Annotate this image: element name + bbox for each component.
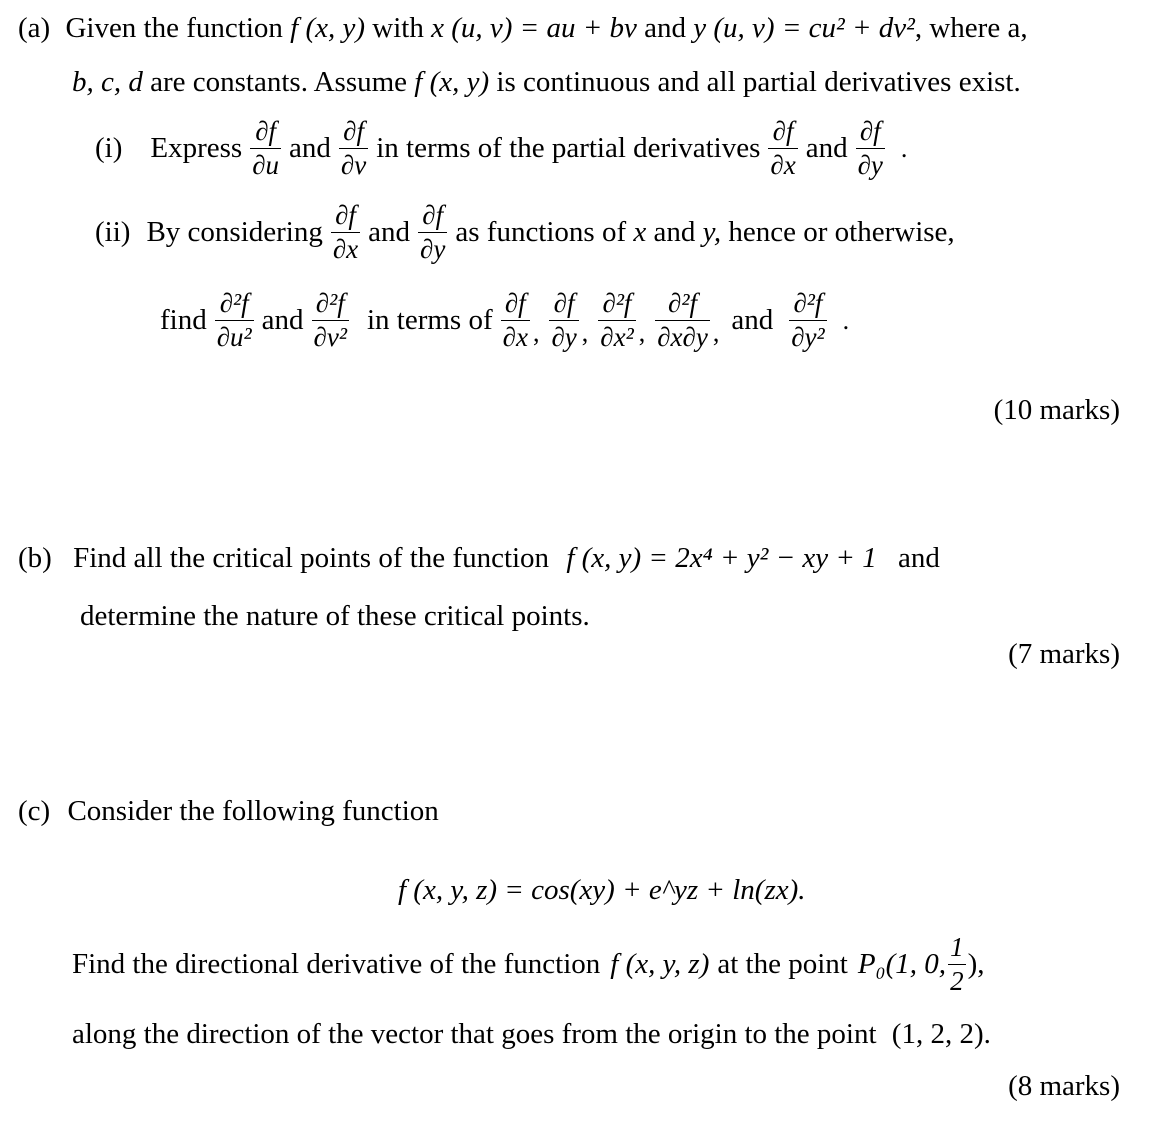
frac-num: ∂f [255, 116, 277, 146]
frac-den: ∂y [857, 150, 883, 180]
part-b-marks: (7 marks) [1008, 638, 1120, 670]
frac-den: ∂x [502, 322, 528, 352]
frac-t5 [789, 290, 826, 351]
sub-ii-and-word: and [653, 216, 696, 248]
part-a-line-2 [72, 68, 1021, 97]
sub-i-end: . [900, 133, 908, 163]
intro-end: , where a, [914, 12, 1028, 44]
frac-num: ∂²f [793, 288, 823, 318]
sub-i-label: (i) [95, 132, 123, 164]
part-c-marks: (8 marks) [1008, 1070, 1120, 1102]
frac-d2f-du2 [215, 290, 254, 351]
frac-t4 [655, 290, 710, 351]
sub-i-express: Express [150, 132, 243, 164]
comma: , [712, 317, 720, 347]
frac-num: ∂f [772, 116, 794, 146]
frac-num: ∂²f [668, 288, 697, 318]
target-point: (1, 2, 2). [891, 1018, 991, 1050]
part-b-text1: Find all the critical points of the function [73, 542, 550, 574]
frac-den: ∂v [340, 150, 367, 180]
x-definition: x (u, v) = au + bv [431, 12, 637, 44]
frac-num: ∂f [422, 200, 444, 230]
frac-df-dx [331, 202, 360, 263]
sub-ii-and1: and [368, 216, 411, 248]
sub-i-and2: and [805, 132, 848, 164]
y-definition: y (u, v) = cu² + dv² [693, 12, 915, 44]
sub-ii-label: (ii) [95, 216, 131, 248]
sub-ii-by-considering: By considering [146, 216, 323, 248]
frac-df-dy [418, 202, 447, 263]
frac-d2f-dv2 [312, 290, 349, 351]
sub-ii-and3: and [731, 304, 774, 336]
intro-line2-d: is continuous and all partial derivatives exist. [496, 66, 1021, 98]
intro-with: with [372, 12, 424, 44]
sub-ii-find: find [160, 304, 207, 336]
part-b-and: and [897, 542, 940, 574]
sub-ii-as-functions: as functions of [455, 216, 627, 248]
intro-line2-func: f (x, y) [414, 66, 490, 98]
frac-den: ∂x [332, 234, 359, 264]
comma: , [581, 317, 589, 347]
comma: , [638, 317, 646, 347]
part-c-intro: Consider the following function [67, 795, 439, 827]
sub-ii-in-terms-of: in terms of [366, 304, 493, 336]
part-b-line-2: determine the nature of these critical points. [80, 600, 590, 632]
frac-num: ∂f [553, 288, 575, 318]
part-b-function: f (x, y) = 2x⁴ + y² − xy + 1 [566, 542, 877, 574]
sub-ii-and2: and [261, 304, 304, 336]
part-c-function [398, 876, 806, 905]
frac-den: 2 [950, 966, 964, 996]
var-x: x [633, 216, 647, 248]
part-a-label: (a) [18, 12, 51, 44]
sub-ii-line-1 [95, 202, 955, 263]
frac-den: ∂v² [313, 322, 347, 352]
part-c-function-text: f (x, y, z) = cos(xy) + e^yz + ln(zx). [398, 874, 806, 906]
frac-t2 [549, 290, 578, 351]
frac-df-dy [856, 118, 885, 179]
func-fxy: f (x, y) [290, 12, 366, 44]
frac-den: ∂x [770, 150, 796, 180]
frac-half [948, 934, 966, 995]
sub-ii-hence: hence or otherwise, [728, 216, 955, 248]
frac-num: ∂f [504, 288, 526, 318]
frac-num: ∂²f [219, 288, 249, 318]
part-b-label: (b) [18, 542, 52, 574]
part-c-text1: Find the directional derivative of the function [72, 948, 601, 980]
part-c-func-ref: f (x, y, z) [610, 948, 710, 980]
sub-i-line [95, 118, 907, 179]
part-c-line-1 [18, 797, 439, 826]
part-a-line-1 [18, 14, 1028, 43]
sub-i-and1: and [289, 132, 331, 164]
constants-list: b, c, d [72, 66, 143, 98]
frac-num: ∂f [343, 116, 364, 146]
part-c-line-4 [72, 1020, 991, 1049]
sub-ii-end: . [842, 305, 850, 335]
point-close: ), [967, 948, 985, 980]
part-c-text2: along the direction of the vector that goes from the origin to the point [72, 1018, 877, 1050]
comma: , [532, 317, 540, 347]
frac-den: ∂y² [791, 322, 825, 352]
intro-and: and [644, 12, 687, 44]
frac-num: ∂f [335, 200, 356, 230]
frac-den: ∂u [252, 150, 280, 180]
frac-t3 [598, 290, 635, 351]
part-c-label: (c) [18, 795, 51, 827]
frac-den: ∂u² [216, 322, 252, 352]
intro-line2-b: are constants. Assume [150, 66, 408, 98]
frac-num: ∂²f [315, 288, 345, 318]
part-a-intro-pre: Given the function [65, 12, 283, 44]
frac-den: ∂y [551, 322, 577, 352]
point-p0: P₀(1, 0, [857, 948, 947, 980]
frac-df-dv [339, 118, 368, 179]
part-a-marks: (10 marks) [993, 394, 1120, 426]
frac-den: ∂x² [600, 322, 634, 352]
var-y: y, [702, 216, 722, 248]
frac-df-dx [768, 118, 797, 179]
frac-num: ∂²f [602, 288, 632, 318]
frac-den: ∂y [420, 234, 446, 264]
frac-num: ∂f [859, 116, 881, 146]
frac-den: ∂x∂y [657, 322, 708, 352]
frac-t1 [501, 290, 530, 351]
sub-ii-line-2 [160, 290, 849, 351]
part-c-at-point: at the point [717, 948, 848, 980]
frac-df-du [250, 118, 281, 179]
part-c-line-3 [72, 934, 984, 995]
part-b-line-1 [18, 544, 940, 573]
frac-num: 1 [950, 932, 964, 962]
sub-i-in-terms: in terms of the partial derivatives [376, 132, 761, 164]
